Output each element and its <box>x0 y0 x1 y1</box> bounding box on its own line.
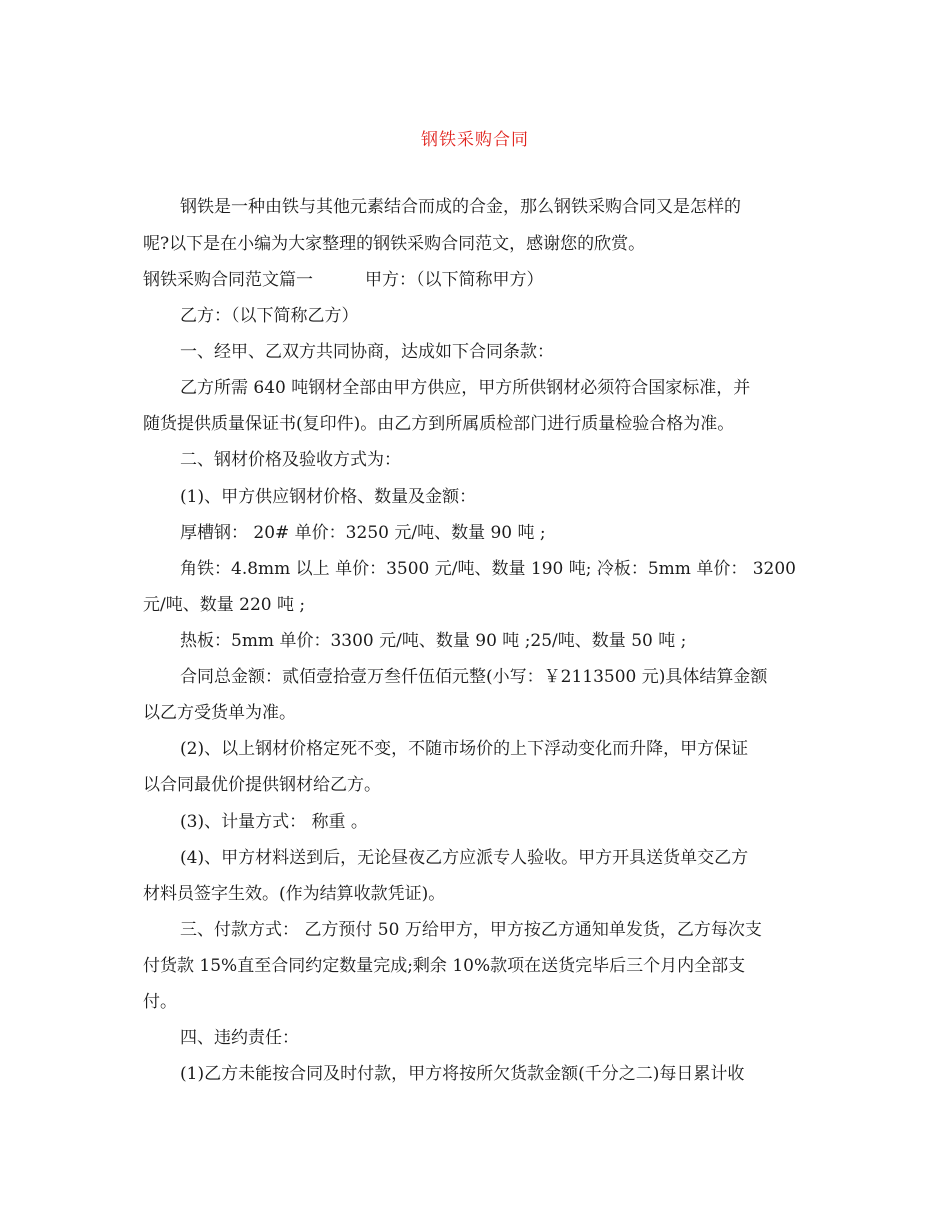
paragraph-line: 以合同最优价提供钢材给乙方。 <box>143 775 381 795</box>
paragraph-line: 元/吨、数量 220 吨 ; <box>143 595 306 615</box>
paragraph-line: (3)、计量方式： 称重 。 <box>180 812 368 832</box>
paragraph-line: 呢?以下是在小编为大家整理的钢铁采购合同范文，感谢您的欣赏。 <box>143 234 646 254</box>
paragraph-line: 以乙方受货单为准。 <box>143 703 296 723</box>
paragraph-line: 乙方所需 640 吨钢材全部由甲方供应，甲方所供钢材必须符合国家标准，并 <box>180 378 751 398</box>
paragraph-line: 厚槽钢： 20# 单价：3250 元/吨、数量 90 吨 ; <box>180 523 546 543</box>
paragraph-line <box>143 270 544 290</box>
clause-heading: 三、付款方式： 乙方预付 50 万给甲方，甲方按乙方通知单发货，乙方每次支 <box>180 920 762 940</box>
paragraph-line: 付。 <box>143 992 177 1012</box>
clause-heading: 二、钢材价格及验收方式为： <box>180 450 401 470</box>
paragraph-line: 付货款 15%直至合同约定数量完成;剩余 10%款项在送货完毕后三个月内全部支 <box>143 956 746 976</box>
clause-heading: 一、经甲、乙双方共同协商，达成如下合同条款： <box>180 342 554 362</box>
paragraph-line: 材料员签字生效。(作为结算收款凭证)。 <box>143 884 446 904</box>
party-b-label: 乙方：（以下简称乙方） <box>180 306 359 326</box>
party-a-label: 甲方：（以下简称甲方） <box>365 270 544 290</box>
paragraph-line: (1)乙方未能按合同及时付款，甲方将按所欠货款金额(千分之二)每日累计收 <box>180 1064 745 1084</box>
section-heading: 钢铁采购合同范文篇一 <box>143 270 313 290</box>
paragraph-line: (2)、以上钢材价格定死不变，不随市场价的上下浮动变化而升降，甲方保证 <box>180 739 749 759</box>
paragraph-line: 随货提供质量保证书(复印件)。由乙方到所属质检部门进行质量检验合格为准。 <box>143 414 735 434</box>
paragraph-line: 角铁：4.8mm 以上 单价：3500 元/吨、数量 190 吨; 冷板：5mm 单价： 3200 <box>180 559 796 579</box>
clause-heading: 四、违约责任： <box>180 1028 299 1048</box>
paragraph-line: 热板：5mm 单价：3300 元/吨、数量 90 吨 ;25/吨、数量 50 吨 ; <box>180 631 687 651</box>
paragraph-line: 钢铁是一种由铁与其他元素结合而成的合金，那么钢铁采购合同又是怎样的 <box>180 197 741 217</box>
paragraph-line: 合同总金额：贰佰壹拾壹万叁仟伍佰元整(小写：￥2113500 元)具体结算金额 <box>180 667 768 687</box>
document-title: 钢铁采购合同 <box>421 130 529 150</box>
paragraph-line: (1)、甲方供应钢材价格、数量及金额： <box>180 487 477 507</box>
paragraph-line: (4)、甲方材料送到后，无论昼夜乙方应派专人验收。甲方开具送货单交乙方 <box>180 848 749 868</box>
